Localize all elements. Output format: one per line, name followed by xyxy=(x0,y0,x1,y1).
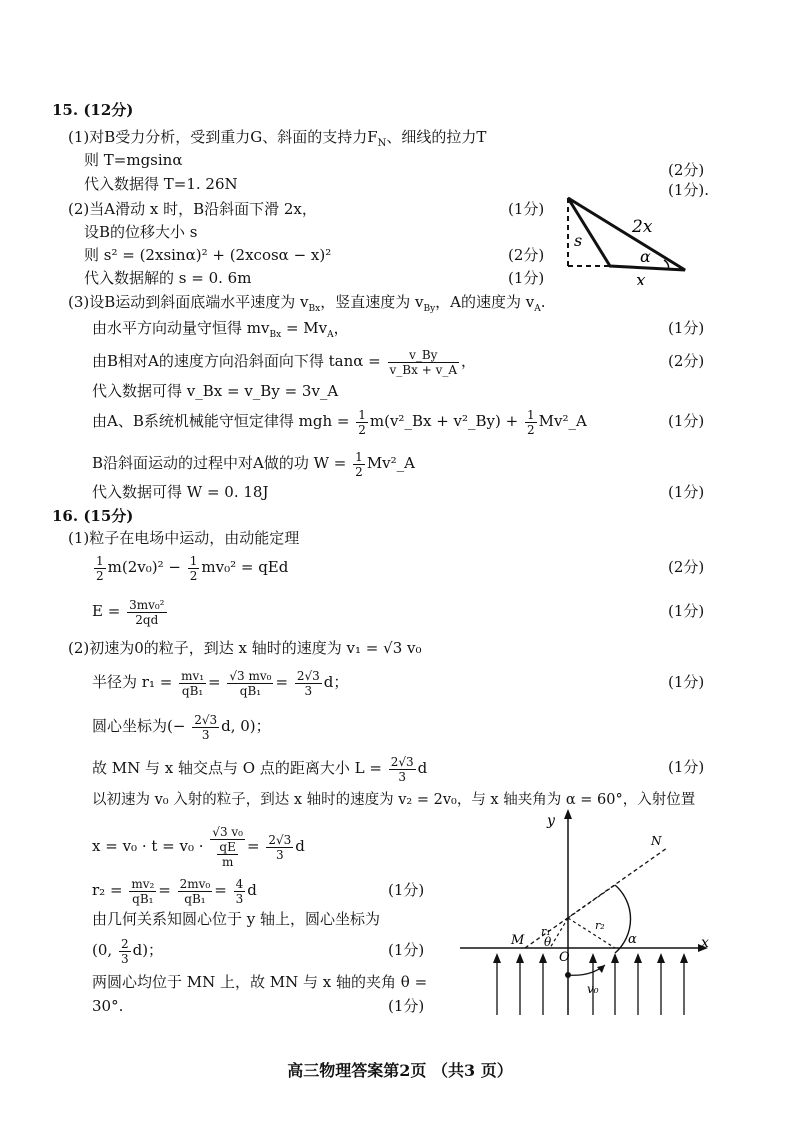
page-footer: 高三物理答案第2页 （共3 页） xyxy=(287,1061,513,1080)
fig-label-2x: 2x xyxy=(632,217,653,237)
fig2-label-N: N xyxy=(651,834,662,848)
q15-part2-c-points: (2分) xyxy=(508,246,545,264)
fig-label-s: s xyxy=(574,231,583,250)
q16-part1-c: E = $\frac{\text{3mv₀²}}{2qd}$ xyxy=(92,597,165,627)
q16-part2-k-points: (1分) xyxy=(388,997,425,1015)
q16-part2-g: r₂ = $\frac{\text{mv₂}}{\text{qB₁}}$ = $\frac{\text{2mv₀}}{\text{qB₁}}$ = $\frac{4}{3}$ d xyxy=(92,876,257,906)
q15-part1-points-b: (1分). xyxy=(668,181,710,199)
q16-part1-c-points: (1分) xyxy=(668,602,705,620)
q15-part3-c: 由B相对A的速度方向沿斜面向下得 tanα = $\frac{v\_By}{v\_Bx + v\_A}$ ， xyxy=(92,347,477,377)
q15-part1-intro: (1)对B受力分析，受到重力G、斜面的支持力$F_N$、细线的拉力T xyxy=(68,128,487,149)
q16-part2-g-points: (1分) xyxy=(388,881,425,899)
q15-part2-a: (2)当A滑动 x 时，B沿斜面下滑 2x， xyxy=(68,200,317,218)
q15-part2-a-points: (1分) xyxy=(508,200,545,218)
q16-part1-a: (1)粒子在电场中运动，由动能定理 xyxy=(68,529,300,547)
fig-label-alpha: α xyxy=(640,247,651,266)
q15-header: 15. (12分) xyxy=(52,101,134,119)
q16-part2-f: x = v₀ · t = v₀ · $\frac{\text{√3 v₀}}{\frac{qE}{m}}$ = $\frac{2√3}{3}$ d xyxy=(92,825,305,869)
q16-part2-j: 两圆心均位于 MN 上，故 MN 与 x 轴的夹角 θ = xyxy=(92,973,428,991)
q15-part3-e-points: (1分) xyxy=(668,412,705,430)
q16-part2-i-points: (1分) xyxy=(388,941,425,959)
q15-part3-g: 代入数据可得 W = 0. 18J xyxy=(92,483,269,501)
fig2-label-O: O xyxy=(559,950,570,965)
q15-part3-c-points: (2分) xyxy=(668,352,705,370)
q15-part3-b: 由水平方向动量守恒得 $mv_{Bx} = Mv_A$， xyxy=(92,319,349,340)
q15-part1-sub: 代入数据得 T=1. 26N xyxy=(84,175,238,193)
q15-part3-f: B沿斜面运动的过程中对A做的功 W = $\frac{1}{2}$ Mv²_A xyxy=(92,449,415,479)
fig2-label-theta: θ xyxy=(544,935,552,949)
q15-part3-g-points: (1分) xyxy=(668,483,705,501)
q16-part2-e: 以初速为 v₀ 入射的粒子，到达 x 轴时的速度为 v₂ = 2v₀，与 x 轴夹角为 α = 60°，入射位置 xyxy=(92,792,696,808)
q16-part1-b-points: (2分) xyxy=(668,558,705,576)
q16-part1-b: $\frac{1}{2}$ m(2v₀)² − $\frac{1}{2}$ mv₀² = qEd xyxy=(96,553,289,583)
fig2-label-y: y xyxy=(547,813,555,829)
q15-part2-c: 则 s² = (2xsinα)² + (2xcosα − x)² xyxy=(84,246,332,264)
q16-coordinate-figure xyxy=(455,805,725,1030)
fig2-label-M: M xyxy=(511,933,525,948)
q16-part2-b: 半径为 r₁ = $\frac{\text{mv₁}}{\text{qB₁}}$ = $\frac{\text{√3 mv₀}}{\text{qB₁}}$ = $\frac{2√3}{3}$ d； xyxy=(92,668,349,698)
fig2-label-v0: v₀ xyxy=(587,982,599,996)
q16-part2-a: (2)初速为0的粒子，到达 x 轴时的速度为 v₁ = √3 v₀ xyxy=(68,639,422,657)
q16-part2-i: (0, $\frac{2}{3}$ d)； xyxy=(92,936,164,966)
q16-header: 16. (15分) xyxy=(52,507,134,525)
q15-part1-eq: 则 T=mgsinα xyxy=(84,151,183,169)
q16-part2-d: 故 MN 与 x 轴交点与 O 点的距离大小 L = $\frac{2√3}{3}$ d xyxy=(92,754,428,784)
q16-part2-h: 由几何关系知圆心位于 y 轴上，圆心坐标为 xyxy=(92,910,381,928)
q16-part2-b-points: (1分) xyxy=(668,673,705,691)
fig2-label-alpha: α xyxy=(628,932,637,947)
q16-part2-c: 圆心坐标为(− $\frac{2√3}{3}$ d, 0)； xyxy=(92,712,271,742)
q15-part2-b: 设B的位移大小 s xyxy=(84,223,198,241)
fig2-label-x: x xyxy=(701,935,709,951)
q16-part2-d-points: (1分) xyxy=(668,758,705,776)
q15-triangle-figure xyxy=(560,190,700,285)
fig2-label-r2: r₂ xyxy=(595,919,605,932)
q15-part3-e: 由A、B系统机械能守恒定律得 mgh = $\frac{1}{2}$ m(v²_Bx + v²_By) + $\frac{1}{2}$ Mv²_A xyxy=(92,407,587,437)
q15-part3-a: (3)设B运动到斜面底端水平速度为 $v_{Bx}$，竖直速度为 $v_{By}$，A的速度为 $v_A$. xyxy=(68,293,546,314)
q15-part2-d-points: (1分) xyxy=(508,269,545,287)
q15-part3-d: 代入数据可得 v_Bx = v_By = 3v_A xyxy=(92,382,339,400)
fig-label-x: x xyxy=(636,271,646,285)
fig2-label-r1: r₁ xyxy=(541,925,551,938)
q15-part1-points-a: (2分) xyxy=(668,161,705,179)
q15-part2-d: 代入数据解的 s = 0. 6m xyxy=(84,269,252,287)
q16-part2-k: 30°. xyxy=(92,997,124,1015)
q15-part3-b-points: (1分) xyxy=(668,319,705,337)
